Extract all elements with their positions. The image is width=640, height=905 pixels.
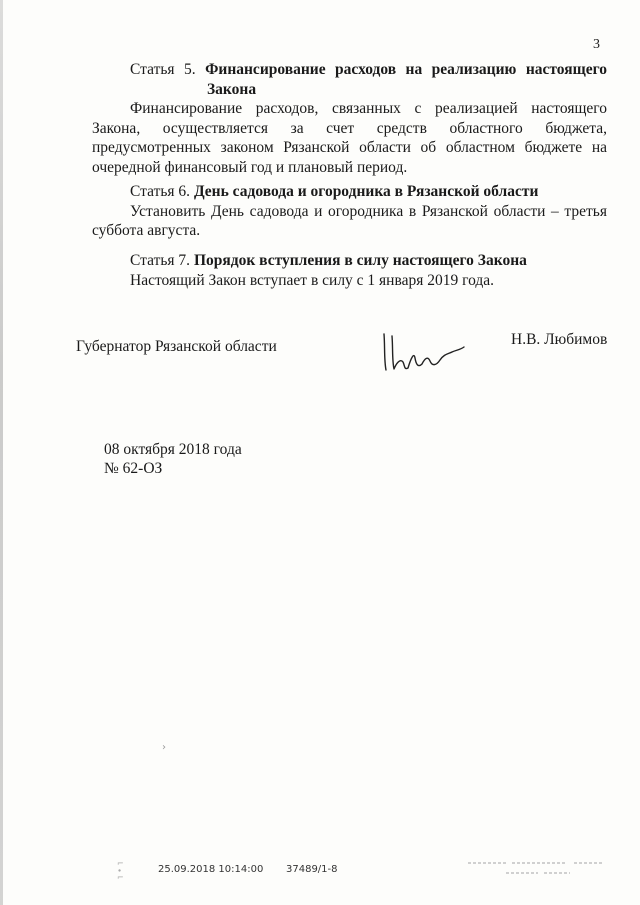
governor-name: Н.В. Любимов <box>511 331 608 348</box>
article-5-heading <box>92 60 607 80</box>
article-7-title: Порядок вступления в силу настоящего Закона <box>193 252 527 269</box>
article-5-prefix: Статья 5. <box>130 61 196 78</box>
signature-image <box>378 328 470 380</box>
article-6-prefix: Статья 6. <box>130 183 191 200</box>
article-7-prefix: Статья 7. <box>130 252 191 269</box>
footer-doc-id: 37489/1-8 <box>286 864 338 875</box>
article-5-title-line2: Закона <box>207 80 257 98</box>
article-5 <box>92 60 607 177</box>
page-number: 3 <box>593 37 600 52</box>
scan-speck: › <box>162 742 166 753</box>
article-7 <box>92 251 607 290</box>
signing-date: 08 октября 2018 года <box>104 441 242 458</box>
scan-speck-stamp: ⌐ ∙ ⌐ <box>117 859 124 882</box>
article-7-body: Настоящий Закон вступает в силу с 1 января 2019 года. <box>130 271 495 289</box>
article-6-body: Установить День садовода и огородника в Рязанской области – третья суббота августа. <box>92 202 607 239</box>
date-block <box>104 440 242 478</box>
article-5-body: Финансирование расходов, связанных с реализацией настоящего Закона, осуществляется за счет средств областного бюджета, предусмотренных законом Рязанской области об областном бюджете на очередной финансовый год и плановый период. <box>92 100 607 176</box>
article-5-title-line1: Финансирование расходов на реализацию настоящего <box>205 61 608 78</box>
article-6-title: День садовода и огородника в Рязанской области <box>193 183 539 200</box>
article-6-heading <box>92 182 607 202</box>
law-number: № 62-ОЗ <box>104 460 163 477</box>
footer-timestamp: 25.09.2018 10:14:00 <box>158 864 264 875</box>
faint-stamp <box>466 857 606 881</box>
scan-edge <box>0 0 3 905</box>
article-6 <box>92 182 607 241</box>
governor-title: Губернатор Рязанской области <box>76 338 277 355</box>
article-7-heading <box>92 251 607 271</box>
